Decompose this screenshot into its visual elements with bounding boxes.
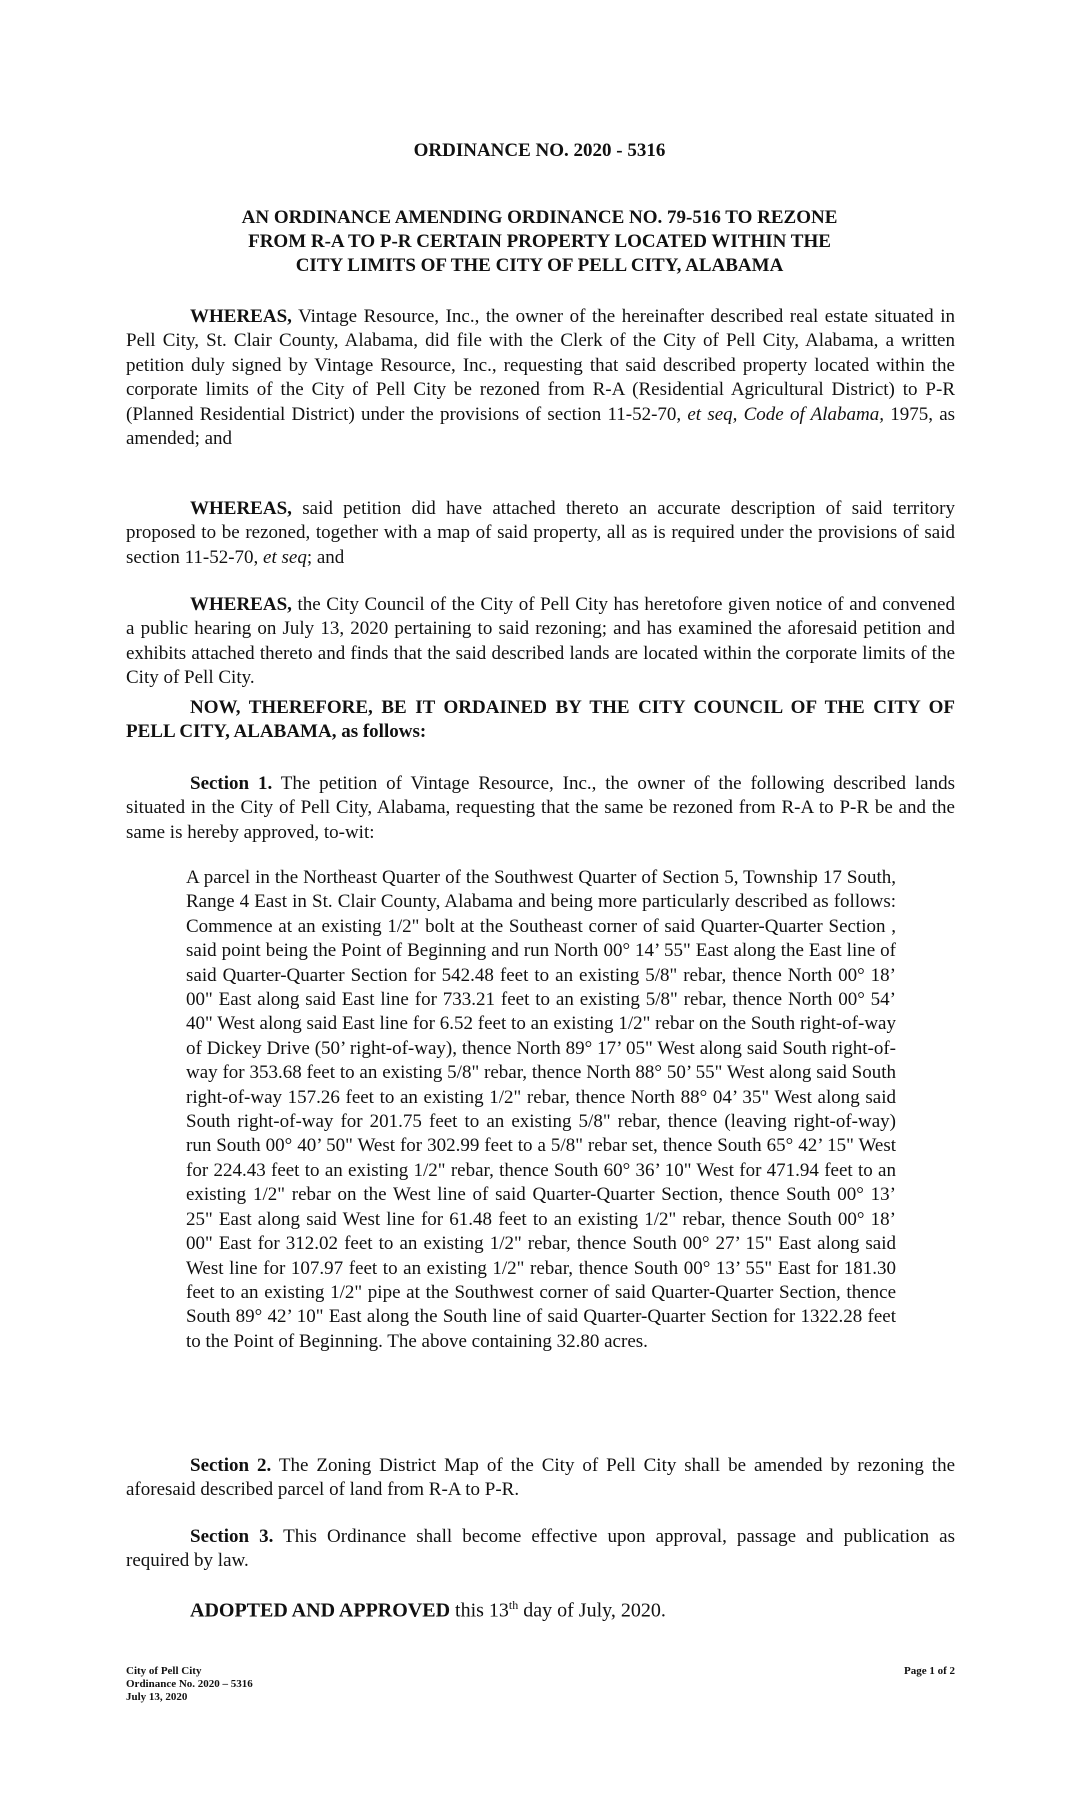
section-lead: Section 2. [190, 1455, 272, 1476]
section-lead: Section 3. [190, 1526, 274, 1547]
title-line: AN ORDINANCE AMENDING ORDINANCE NO. 79-516 TO REZONE [241, 207, 838, 228]
title-line: CITY LIMITS OF THE CITY OF PELL CITY, ALABAMA [295, 255, 784, 276]
adopted-line [190, 1598, 666, 1623]
whereas-lead: WHEREAS, [190, 306, 292, 327]
ordinance-number: ORDINANCE NO. 2020 - 5316 [413, 140, 666, 161]
whereas-text: the City Council of the City of Pell City has heretofore given notice of and convened a public hearing on July 13, 2020 pertaining to said rezoning; and has examined the aforesaid petition and exhibits attached thereto and finds that the said described lands are located within the corporate limits of the City of Pell City. [126, 594, 955, 689]
adopted-post: day of July, 2020. [518, 1599, 666, 1622]
whereas-tail: 1975, as amended; and [126, 403, 956, 450]
adopted-sup: th [508, 1598, 519, 1612]
whereas-citation: et seq [263, 546, 307, 568]
ordained-clause: NOW, THEREFORE, BE IT ORDAINED BY THE CITY COUNCIL OF THE CITY OF PELL CITY, ALABAMA, as follows: [126, 697, 955, 743]
whereas-text: said petition did have attached thereto an accurate description of said territory proposed to be rezoned, together with a map of said property, all as is required under the provisions of said section 11-52-70, [126, 498, 955, 568]
section-text: The Zoning District Map of the City of Pell City shall be amended by rezoning the aforesaid described parcel of land from R-A to P-R. [126, 1455, 955, 1501]
footer-line: July 13, 2020 [126, 1691, 188, 1703]
whereas-lead: WHEREAS, [190, 498, 292, 519]
whereas-tail: ; and [306, 546, 345, 568]
adopted-lead: ADOPTED AND APPROVED [190, 1599, 451, 1622]
whereas-paragraph-3 [126, 593, 955, 691]
whereas-paragraph-2 [126, 497, 955, 570]
ordinance-title [0, 206, 1079, 278]
section-text: The petition of Vintage Resource, Inc., the owner of the following described lands situated in the City of Pell City, Alabama, requesting that the same be rezoned from R-A to P-R be and the same is hereby approved, to-wit: [126, 773, 955, 843]
whereas-lead: WHEREAS, [190, 594, 292, 615]
section-lead: Section 1. [190, 773, 273, 794]
legal-description: A parcel in the Northeast Quarter of the Southwest Quarter of Section 5, Township 17 South, Range 4 East in St. Clair County, Alabama and being more particularly described as follows: Commence at an existing 1/2" bolt at the Southeast corner of said Quarter-Quarter Section , said point being the Point of Beginning and run North 00° 14’ 55" East along the East line of said Quarter-Quarter Section for 542.48 feet to an existing 5/8" rebar, thence North 00° 18’ 00" East along said East line for 733.21 feet to an existing 5/8" rebar, thence North 00° 54’ 40" West along said East line for 6.52 feet to an existing 1/2" rebar on the South right-of-way of Dickey Drive (50’ right-of-way), thence North 89° 17’ 05" West along said South right-of-way for 353.68 feet to an existing 5/8" rebar, thence North 88° 50’ 55" West along said South right-of-way 157.26 feet to an existing 1/2" rebar, thence North 88° 04’ 35" West along said South right-of-way for 201.75 feet to an existing 5/8" rebar, thence (leaving right-of-way) run South 00° 40’ 50" West for 302.99 feet to a 5/8" rebar set, thence South 65° 42’ 15" West for 224.43 feet to an existing 1/2" rebar, thence South 60° 36’ 10" West for 471.94 feet to an existing 1/2" rebar on the West line of said Quarter-Quarter Section, thence South 00° 13’ 25" East along said West line for 61.48 feet to an existing 1/2" rebar, thence South 00° 18’ 00" East for 312.02 feet to an existing 1/2" rebar, thence South 00° 27’ 15" East along said West line for 107.97 feet to an existing 1/2" rebar, thence South 00° 13’ 55" East for 181.30 feet to an existing 1/2" pipe at the Southwest corner of said Quarter-Quarter Section, thence South 89° 42’ 10" East along the South line of said Quarter-Quarter Section for 1322.28 feet to the Point of Beginning. The above containing 32.80 acres. [186, 867, 896, 1352]
section-3 [126, 1525, 955, 1574]
title-line: FROM R-A TO P-R CERTAIN PROPERTY LOCATED WITHIN THE [248, 231, 831, 252]
whereas-paragraph-1 [126, 305, 955, 451]
adopted-pre: this 13 [450, 1599, 509, 1622]
page-number: Page 1 of 2 [903, 1665, 955, 1677]
footer-left [126, 1665, 253, 1704]
whereas-citation: et seq, Code of Alabama, [687, 403, 884, 425]
footer-line: City of Pell City [126, 1665, 202, 1677]
section-1 [126, 772, 955, 845]
whereas-text: Vintage Resource, Inc., the owner of the hereinafter described real estate situated in Pell City, St. Clair County, Alabama, did file with the Clerk of the City of Pell City, Alabama, a written petition duly signed by Vintage Resource, Inc., requesting that said described property located within the corporate limits of the City of Pell City be rezoned from R-A (Residential Agricultural District) to P-R (Planned Residential District) under the provisions of section 11-52-70, [126, 306, 955, 425]
footer-line: Ordinance No. 2020 – 5316 [126, 1678, 253, 1690]
section-2 [126, 1454, 955, 1503]
section-text: This Ordinance shall become effective upon approval, passage and publication as required by law. [126, 1526, 955, 1572]
